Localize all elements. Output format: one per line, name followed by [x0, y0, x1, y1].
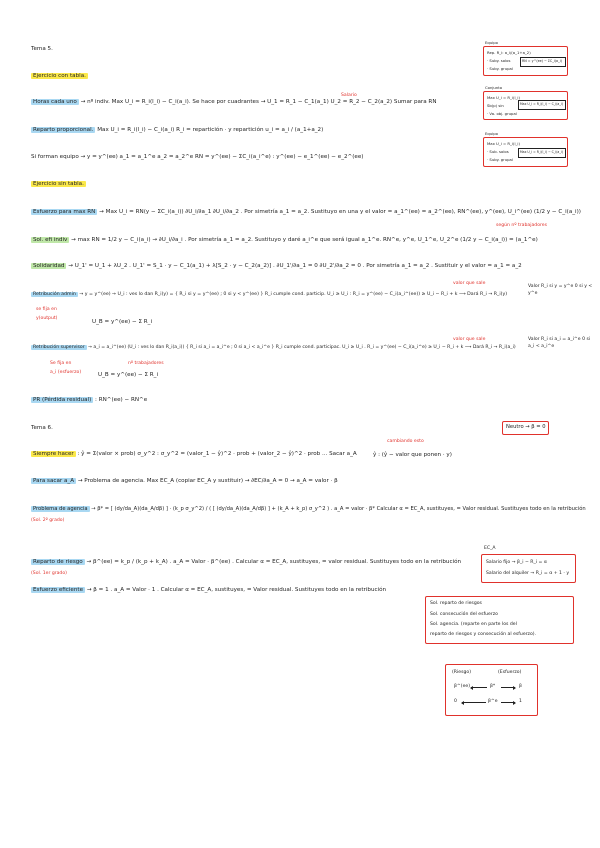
super-note-3: nº trabajadores: [128, 361, 164, 366]
horas-label: Horas cada uno: [33, 99, 77, 105]
esfuerzo-max-row: [31, 209, 581, 216]
retribucion-admin-row: [31, 291, 507, 298]
sidebar-conjunto-result: Max U_i = R_i(l_i) − C_i(a_i): [520, 102, 563, 106]
diagram-zero: 0: [454, 699, 457, 704]
sidebar-equipo-result: RN = y^(ee) − ΣC_i(a_i): [522, 59, 562, 63]
con-tabla-label: Ejercicio con tabla.: [33, 73, 86, 79]
resumen-line-2: Sol. consecución del esfuerzo: [430, 612, 498, 617]
valor-que-sale-note-2: valor que sale: [453, 337, 486, 342]
sidebar-conjunto-line-1: Max U_i = R_i(l_i): [487, 95, 520, 100]
para-sacar-row: [31, 478, 338, 485]
sidebar-equipo-line-2: · Suby. solos: [487, 58, 511, 63]
sidebar-equipo-box: [483, 46, 568, 76]
sidebar-conjunto-box: [483, 91, 568, 120]
horas-text: → nº indiv. Max U_i = R_i(l_i) − C_i(a_i). Se hace por cuadrantes → U_1 = R_1 − C_1(a_1) U_2 = R_2 − C_2(a_2) Sumar para RN: [80, 99, 437, 105]
esfuerzo-eficiente-text: → β = 1 . a_A = Valor · 1 . Calcular α = EC_A, sustituyes, = Valor residual. Sustituyes todo en la retribución: [86, 587, 387, 593]
reparto-text: Max U_i = R_i(l_i) − C_i(a_i) R_i = repartición · y repartición u_i = a_i / (a_1+a_2): [97, 127, 324, 133]
ec-a-box: [481, 554, 576, 583]
diagram-esfuerzo: (Esfuerzo): [498, 670, 522, 675]
arrow-beta-ee: [471, 687, 487, 688]
super-note-2: a_i (esfuerzo): [50, 370, 82, 375]
sidebar-equipo2-box: [483, 137, 568, 167]
solidaridad-row: [31, 263, 522, 270]
reparto-riesgo-label: Reparto de riesgo: [33, 559, 83, 565]
sin-tabla-heading: [31, 181, 86, 188]
retribucion-super-label: Retribución supervisor: [33, 345, 85, 350]
diagram-beta-star: β*: [490, 684, 496, 689]
siempre-row: [31, 451, 357, 458]
reparto-riesgo-row: [31, 559, 461, 566]
sol-indiv-label: Sol. efi indiv: [33, 237, 68, 243]
sidebar-conjunto-title: Conjunto: [485, 85, 503, 90]
beta-diagram-box: [445, 664, 538, 716]
sol-indiv-text: → max RN = 1/2 y − C_i(a_i) → ∂U_i/∂a_i . Por simetría a_1 = a_2. Sustituyo y daré a_i^e que será igual a_1^e. RN^e, y^e, U_1^e, U_2^e (1/2 y − C_i(a_i)) = (a_1^e): [71, 237, 538, 243]
segun-note: según nº trabajadores: [496, 223, 548, 228]
esfuerzo-eficiente-row: [31, 587, 386, 594]
sidebar-conjunto-line-3: · Va. obj. grupal: [487, 111, 517, 116]
diagram-beta: β: [519, 684, 522, 689]
sidebar-equipo-title: Equipo: [485, 40, 499, 45]
arrow-beta: [501, 687, 515, 688]
diagram-riesgo: (Riesgo): [452, 670, 471, 675]
con-tabla-heading: [31, 73, 88, 80]
siempre-text: : ŷ = Σ(valor × prob) σ_y^2 : σ_y^2 = (valor_1 − ŷ)^2 · prob + (valor_2 − ŷ)^2 · prob ... Sacar a_A: [77, 451, 357, 457]
neutro-text: Neutro → β = 0: [506, 424, 546, 430]
yi-note: ŷ : (ŷ − valor que ponen · y): [373, 452, 452, 458]
cambiando-note: cambiando esto: [387, 439, 424, 444]
sidebar-equipo2-line-1: Max U_i = R_i(l_i): [487, 141, 520, 146]
sidebar-equipo-result-box: [520, 57, 566, 67]
pr-text: : RN^(ee) − RN^e: [95, 397, 148, 403]
sidebar-equipo-line-1: Rep. R_i: a_i/(a_1+a_2): [487, 50, 531, 55]
resumen-line-1: Sol. reparto de riesgos: [430, 601, 482, 606]
retribucion-super-row: [31, 344, 516, 351]
reparto-label: Reparto proporcional.: [33, 127, 94, 133]
salario-alquiler: Salario del alquiler → R_i = α + 1 · y: [486, 571, 570, 576]
ec-a-title: EC_A: [484, 546, 496, 551]
solidaridad-label: Solidaridad: [33, 263, 65, 269]
si-forman-row: Si forman equipo → y = y^(ee) a_1 = a_1^e a_2 = a_2^e RN = y^(ee) − ΣC_i(a_i^e) : y^(ee) − e_1^(ee) − e_2^(ee): [31, 154, 364, 160]
sidebar-equipo2-result-box: [518, 148, 566, 158]
sidebar-equipo2-line-3: · Suby. grupal: [487, 157, 513, 162]
diagram-one: 1: [519, 699, 522, 704]
valor-que-sale-note: valor que sale: [453, 281, 486, 286]
horas-row: [31, 99, 437, 106]
salario-fijo: Salario fijo → β_i − R_i = α: [486, 560, 547, 565]
retribucion-admin-cases: Valor R_i si y = y^e 0 si y < y^e: [528, 284, 593, 296]
riesgo-note: (Sol. 1er grado): [31, 571, 67, 576]
tema5-title: Tema 5.: [31, 46, 53, 52]
pr-label: PR (Pérdida residual): [33, 397, 92, 403]
pr-row: [31, 397, 147, 404]
arrow-one: [501, 702, 515, 703]
sidebar-conjunto-line-2: Sb(p) sin: [487, 103, 504, 108]
sidebar-conjunto-result-box: [518, 100, 566, 110]
sidebar-equipo2-title: Equipo: [485, 131, 499, 136]
arrow-zero: [462, 702, 486, 703]
sidebar-equipo2-result: Max U_i = R_i(l_i) − C_i(a_i): [520, 150, 563, 154]
retribucion-super-cases: Valor R_i si a_i = a_i^e 0 si a_i < a_i^e: [528, 337, 591, 349]
para-sacar-text: → Problema de agencia. Max EC_A (copiar EC_A y sustituir) → ∂EC/∂a_A = 0 → a_A = valor · β: [77, 478, 338, 484]
super-sub: U_B = y^(ee) − Σ R_i: [98, 372, 159, 378]
problema-agencia-text: → β* = [ (dy/da_A)(da_A/dβ) ] · (k_p σ_y^2) / ( [ (dy/da_A)(da_A/dβ) ] + (k_A + k_p) σ_y^2 ) . a_A = valor · β* Calcular α = EC_A, sustituyes, = Valor residual. Sustituyes todo en la retribución: [91, 506, 586, 512]
diagram-beta-ee: β^(ee): [454, 684, 471, 689]
para-sacar-label: Para sacar a_A: [33, 478, 75, 484]
resumen-box: [425, 596, 574, 644]
reparto-riesgo-text: → β^(ee) = k_p / (k_p + k_A) . a_A = Valor · β^(ee) . Calcular α = EC_A, sustituyes, = valor residual. Sustituyes todo en la retribución: [86, 559, 462, 565]
sol-indiv-row: [31, 237, 538, 244]
siempre-label: Siempre hacer: [33, 451, 74, 457]
retribucion-super-text: → a_i = a_i^(ee) (U_i : ves lo dan R_i(a_i)) { R_i si a_i = a_i^e ; 0 si a_i < a_i^e } R_i cumple cond. participac. U_i ≥ U_i . R_i = y^(ee) − C_i(a_i^e) ≥ U_i − R_i + k ⟶ Dará R_i → R_i(a_i): [88, 345, 516, 350]
admin-note-1: se fija en: [36, 307, 57, 312]
admin-sub: U_B = y^(ee) − Σ R_i: [92, 319, 153, 325]
problema-agencia-label: Problema de agencia: [33, 506, 88, 512]
sidebar-equipo2-line-2: · Sub. solos: [487, 149, 509, 154]
resumen-line-4: reparto de riesgos y consecución al esfuerzo).: [430, 632, 537, 637]
problema-agencia-row: [31, 506, 586, 513]
esfuerzo-eficiente-label: Esfuerzo eficiente: [33, 587, 84, 593]
retribucion-admin-text: → y = y^(ee) → U_i : ves lo dan R_i(y) = { R_i si y = y^(ee) ; 0 si y < y^(ee) } R_i cumple cond. particip. U_i ≥ U_i : R_i = y^(ee) − C_i(a_i^(ee)) ≥ U_i − R_i + k ⟶ Dará R_i → R_i(y): [79, 292, 508, 297]
esfuerzo-max-text: → Max U_i = RN(y − ΣC_i(a_i)) ∂U_i/∂a_1 ∂U_i/∂a_2 . Por simetría a_1 = a_2. Sustituyo en una y el valor = a_1^(ee) = a_2^(ee), RN^(ee), y^(ee), U_i^(ee) (1/2 y − C_i(a_i)): [99, 209, 581, 215]
admin-note-2: y(output): [36, 316, 58, 321]
tema6-title: Tema 6.: [31, 425, 53, 431]
retribucion-admin-label: Retribución admin: [33, 292, 76, 297]
super-note-1: Se fija en: [50, 361, 72, 366]
reparto-row: [31, 127, 323, 134]
sin-tabla-label: Ejercicio sin tabla.: [33, 181, 84, 187]
resumen-line-3: Sol. agencia. (reparte en parte los del: [430, 622, 517, 627]
agencia-note: (Sol. 2º grado): [31, 518, 65, 523]
neutro-box: [502, 421, 549, 435]
diagram-beta-e: β^e: [488, 699, 498, 704]
solidaridad-text: → U_1' = U_1 + λU_2 . U_1' = S_1 · y − C_1(a_1) + λ[S_2 · y − C_2(a_2)] . ∂U_1'/∂a_1 = 0 ∂U_2'/∂a_2 = 0 . Por simetría a_1 = a_2 . Sustituir y el valor = a_1 = a_2: [68, 263, 522, 269]
esfuerzo-max-label: Esfuerzo para max RN: [33, 209, 96, 215]
salario-note: Salario: [341, 93, 357, 98]
sidebar-equipo-line-3: · Suby. grupal: [487, 66, 513, 71]
